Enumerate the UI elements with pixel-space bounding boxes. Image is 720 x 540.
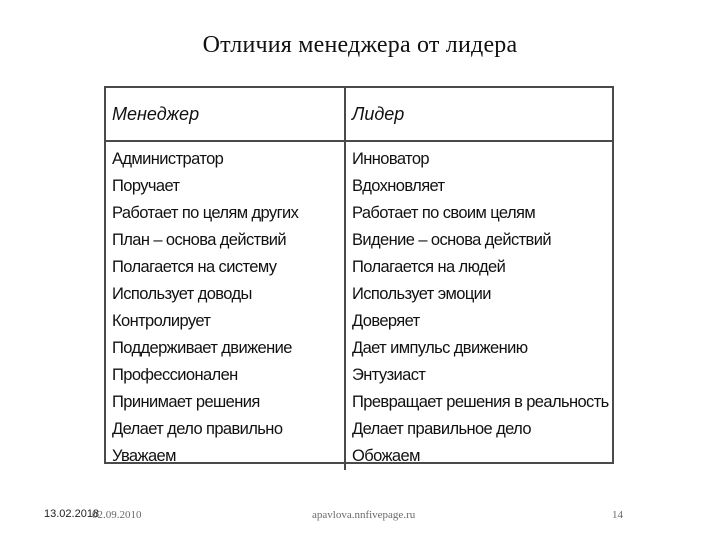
footer-date <box>44 509 142 521</box>
footer-date-overlay: 13.02.2018 <box>44 508 100 520</box>
leader-item: Энтузиаст <box>352 366 426 384</box>
leader-item: Использует эмоции <box>352 285 491 303</box>
leader-item: Доверяет <box>352 312 420 330</box>
manager-item: Принимает решения <box>112 393 260 411</box>
leader-column <box>345 141 612 470</box>
manager-item: Администратор <box>112 150 224 168</box>
leader-item: Видение – основа действий <box>352 231 551 249</box>
leader-item: Дает импульс движению <box>352 339 528 357</box>
manager-item: Уважаем <box>112 447 176 465</box>
page-number: 14 <box>612 509 623 521</box>
comparison-table <box>104 86 614 464</box>
manager-item: Поддерживает движение <box>112 339 292 357</box>
footer-date-original: 02.09.2010 <box>92 509 142 521</box>
manager-item: План – основа действий <box>112 231 287 249</box>
manager-item: Контролирует <box>112 312 211 330</box>
header-leader: Лидер <box>345 88 612 141</box>
header-manager: Менеджер <box>106 88 345 141</box>
manager-item: Работает по целям других <box>112 204 299 222</box>
slide-title: Отличия менеджера от лидера <box>202 32 518 58</box>
leader-item: Обожаем <box>352 447 420 465</box>
leader-item: Инноватор <box>352 150 429 168</box>
leader-item: Вдохновляет <box>352 177 445 195</box>
leader-item: Полагается на людей <box>352 258 506 276</box>
leader-item: Делает правильное дело <box>352 420 531 438</box>
manager-item: Поручает <box>112 177 180 195</box>
table-body-row <box>106 141 612 470</box>
manager-item: Полагается на систему <box>112 258 277 276</box>
manager-item: Использует доводы <box>112 285 252 303</box>
manager-item: Профессионален <box>112 366 238 384</box>
leader-item: Превращает решения в реальность <box>352 393 609 411</box>
manager-column <box>106 141 345 470</box>
table-header-row <box>106 88 612 141</box>
footer-site: apavlova.nnfivepage.ru <box>312 509 416 521</box>
manager-item: Делает дело правильно <box>112 420 283 438</box>
leader-item: Работает по своим целям <box>352 204 536 222</box>
